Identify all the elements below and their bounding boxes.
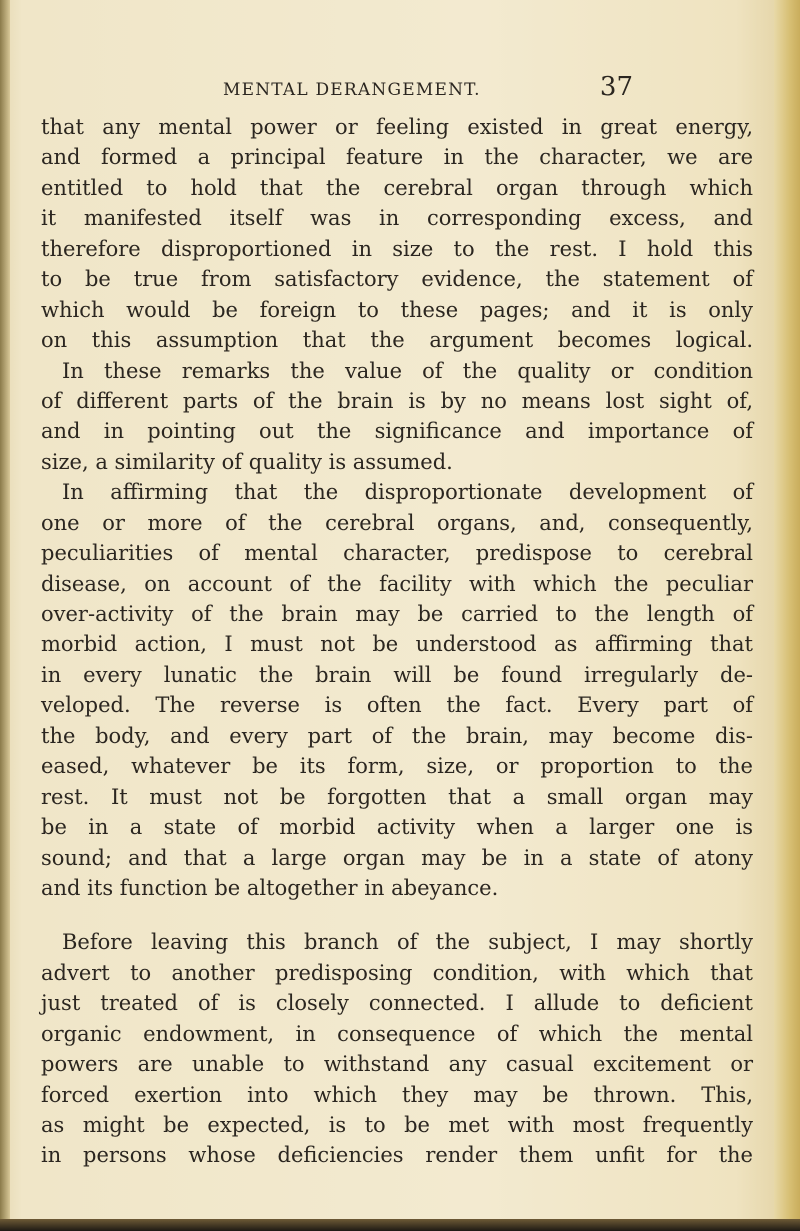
text-line: the body, and every part of the brain, may become dis- <box>41 723 753 748</box>
text-line: forced exertion into which they may be thrown. This, <box>41 1082 753 1107</box>
text-line: and in pointing out the significance and importance of <box>41 419 753 444</box>
text-line: therefore disproportioned in size to the rest. I hold this <box>41 236 753 261</box>
text-line: sound; and that a large organ may be in a state of atony <box>41 845 753 870</box>
body-text <box>41 112 753 1171</box>
page-gutter-shadow <box>0 0 10 1231</box>
text-line: which would be foreign to these pages; and it is only <box>41 297 753 322</box>
text-line: be in a state of morbid activity when a larger one is <box>41 815 753 840</box>
text-line: veloped. The reverse is often the fact. Every part of <box>41 693 753 718</box>
text-line: Before leaving this branch of the subject, I may shortly <box>62 930 753 955</box>
text-line: size, a similarity of quality is assumed. <box>41 449 453 474</box>
text-line: and formed a principal feature in the character, we are <box>41 145 753 170</box>
paragraph-2 <box>41 356 753 478</box>
text-line: over-activity of the brain may be carried to the length of <box>41 602 753 626</box>
scan-bottom-edge <box>0 1219 800 1231</box>
text-line: organic endowment, in consequence of which the mental <box>41 1021 753 1046</box>
page-number: 37 <box>599 72 633 102</box>
text-line: morbid action, I must not be understood as affirming that <box>41 632 753 657</box>
text-line: it manifested itself was in corresponding excess, and <box>41 206 753 231</box>
text-line: that any mental power or feeling existed in great energy, <box>41 115 753 139</box>
text-line: to be true from satisfactory evidence, the statement of <box>41 267 753 292</box>
text-line: rest. It must not be forgotten that a small organ may <box>41 784 753 809</box>
text-line: entitled to hold that the cerebral organ through which <box>41 175 753 200</box>
text-line: in persons whose deficiencies render them unfit for the <box>41 1143 753 1168</box>
paragraph-4 <box>41 927 753 1171</box>
text-line: advert to another predisposing condition, with which that <box>41 960 753 985</box>
text-line: as might be expected, is to be met with most frequently <box>41 1113 753 1137</box>
text-line: eased, whatever be its form, size, or proportion to the <box>41 754 753 779</box>
running-head <box>223 72 633 104</box>
text-line: and its function be altogether in abeyance. <box>41 875 499 900</box>
text-line: peculiarities of mental character, predispose to cerebral <box>41 541 753 566</box>
text-line: in every lunatic the brain will be found irregularly de- <box>41 662 753 687</box>
paragraph-spacer <box>41 903 753 927</box>
text-line: In these remarks the value of the quality or condition <box>62 358 753 383</box>
text-line: In affirming that the disproportionate development of <box>62 480 753 505</box>
text-line: just treated of is closely connected. I allude to deficient <box>41 991 753 1016</box>
paragraph-1 <box>41 112 753 356</box>
text-line: powers are unable to withstand any casual excitement or <box>41 1052 753 1077</box>
text-line: on this assumption that the argument becomes logical. <box>41 328 753 353</box>
page-edge <box>774 0 800 1231</box>
running-title: MENTAL DERANGEMENT. <box>223 80 481 100</box>
text-line: one or more of the cerebral organs, and, consequently, <box>41 510 753 535</box>
text-line: of different parts of the brain is by no means lost sight of, <box>41 388 753 413</box>
paragraph-3 <box>41 477 753 903</box>
text-line: disease, on account of the facility with which the peculiar <box>41 571 753 596</box>
